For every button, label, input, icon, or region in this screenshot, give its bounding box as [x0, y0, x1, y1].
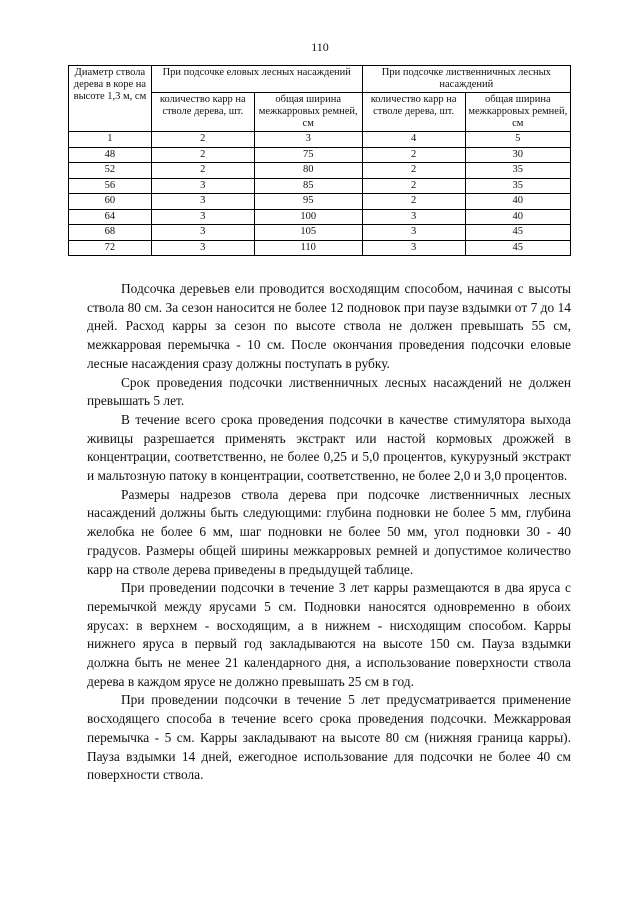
table-row	[69, 194, 571, 210]
table-cell: 3	[151, 225, 254, 241]
table-cell: 100	[254, 209, 362, 225]
table-cell: 30	[465, 147, 570, 163]
table-cell: 3	[362, 209, 465, 225]
header-larch-group: При подсочке лиственничных лесных насаждений	[362, 66, 570, 93]
table-cell: 68	[69, 225, 152, 241]
table-cell: 35	[465, 178, 570, 194]
tapping-parameters-table	[68, 65, 571, 256]
table-cell: 3	[151, 209, 254, 225]
table-header-row	[69, 66, 571, 93]
table-cell: 35	[465, 163, 570, 179]
table-cell: 72	[69, 240, 152, 256]
subheader-larch-count: количество карр на стволе дерева, шт.	[362, 93, 465, 132]
table-cell: 2	[362, 194, 465, 210]
body-text	[87, 280, 571, 785]
table-cell: 80	[254, 163, 362, 179]
table-cell: 40	[465, 194, 570, 210]
table-cell: 3	[362, 225, 465, 241]
column-number: 2	[151, 132, 254, 148]
table-cell: 3	[151, 240, 254, 256]
paragraph: Размеры надрезов ствола дерева при подсочке лиственничных лесных насаждений должны быть следующими: глубина подновки не более 5 мм, глубина желобка не более 6 мм, шаг подновки не более 50 мм, угол подновки 30 - 40 градусов. Размеры общей ширины межкарровых ремней и допустимое количество карр на стволе дерева приведены в предыдущей таблице.	[87, 486, 571, 577]
table-cell: 56	[69, 178, 152, 194]
paragraph: Срок проведения подсочки лиственничных лесных насаждений не должен превышать 5 лет.	[87, 374, 571, 409]
table-cell: 40	[465, 209, 570, 225]
table-cell: 3	[151, 194, 254, 210]
column-number: 3	[254, 132, 362, 148]
paragraph: При проведении подсочки в течение 3 лет карры размещаются в два яруса с перемычкой между ярусами 5 см. Подновки наносятся одновременно в обоих ярусах: в верхнем - восходящим, а в нижнем - нисходящим способом. Карры нижнего яруса в первый год закладываются на высоте 150 см. Пауза вздымки должна быть не менее 21 календарного дня, а использование поверхности ствола дерева в каждом ярусе не должно превышать 25 см в год.	[87, 580, 571, 689]
column-number: 5	[465, 132, 570, 148]
table-row	[69, 225, 571, 241]
table-cell: 110	[254, 240, 362, 256]
table-cell: 45	[465, 240, 570, 256]
paragraph: При проведении подсочки в течение 5 лет предусматривается применение восходящего способа в течение всего срока проведения подсочки. Межкарровая перемычка - 5 см. Карры закладывают на высоте 80 см (нижняя граница карры). Пауза вздымки 14 дней, ежегодное использование для подсочки не более 40 см поверхности ствола.	[87, 692, 571, 783]
table-cell: 3	[151, 178, 254, 194]
table-cell: 105	[254, 225, 362, 241]
paragraph: Подсочка деревьев ели проводится восходящим способом, начиная с высоты ствола 80 см. За сезон наносится не более 12 подновок при паузе вздымки от 7 до 14 дней. Расход карры за сезон по высоте ствола не должен превышать 55 см, межкарровая перемычка - 10 см. После окончания проведения подсочки еловые лесные насаждения сразу должны поступать в рубку.	[87, 281, 571, 371]
subheader-spruce-count: количество карр на стволе дерева, шт.	[151, 93, 254, 132]
column-number: 4	[362, 132, 465, 148]
table-cell: 75	[254, 147, 362, 163]
table-cell: 2	[362, 178, 465, 194]
table-cell: 48	[69, 147, 152, 163]
table-cell: 45	[465, 225, 570, 241]
header-spruce-group: При подсочке еловых лесных насаждений	[151, 66, 362, 93]
table-cell: 85	[254, 178, 362, 194]
column-number-row	[69, 132, 571, 148]
paragraph: В течение всего срока проведения подсочки в качестве стимулятора выхода живицы разрешается применять экстракт или настой кормовых дрожжей в концентрации, соответственно, не более 0,25 и 5,0 процентов, кукурузный экстракт и мальтозную патоку в концентрации, соответственно, не более 2,0 и 3,0 процентов.	[87, 411, 571, 484]
table-row	[69, 240, 571, 256]
table-cell: 2	[362, 147, 465, 163]
subheader-spruce-width: общая ширина межкарровых ремней, см	[254, 93, 362, 132]
table-row	[69, 209, 571, 225]
table-row	[69, 147, 571, 163]
table-cell: 2	[151, 163, 254, 179]
table-cell: 2	[362, 163, 465, 179]
column-number: 1	[69, 132, 152, 148]
table-cell: 3	[362, 240, 465, 256]
table-row	[69, 163, 571, 179]
table-cell: 95	[254, 194, 362, 210]
table-cell: 2	[151, 147, 254, 163]
header-diameter: Диаметр ствола дерева в коре на высоте 1,3 м, см	[69, 66, 152, 132]
table-cell: 64	[69, 209, 152, 225]
table-cell: 52	[69, 163, 152, 179]
table-cell: 60	[69, 194, 152, 210]
table-row	[69, 178, 571, 194]
subheader-larch-width: общая ширина межкарровых ремней, см	[465, 93, 570, 132]
page-number: 110	[311, 40, 329, 54]
